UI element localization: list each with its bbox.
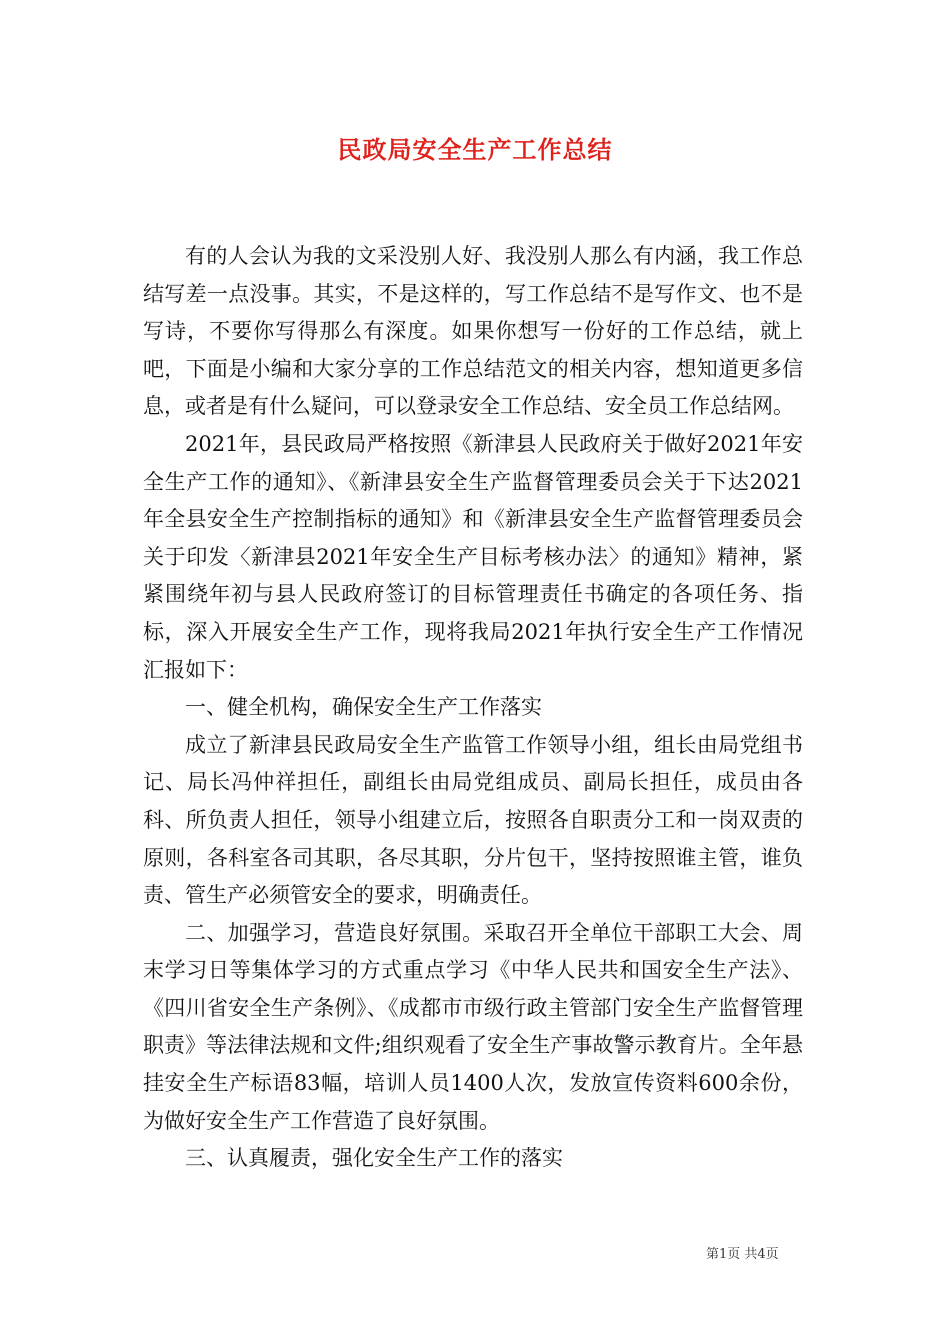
paragraph-section-2: 二、加强学习，营造良好氛围。采取召开全单位干部职工大会、周末学习日等集体学习的方式重点学习《中华人民共和国安全生产法》、《四川省安全生产条例》、《成都市市级行政主管部门安全生产监督管理职责》等法律法规和文件;组织观看了安全生产事故警示教育片。全年悬挂安全生产标语83幅，培训人员1400人次，发放宣传资料600余份，为做好安全生产工作营造了良好氛围。 [143, 920, 803, 1133]
paragraph-section-1: 成立了新津县民政局安全生产监管工作领导小组，组长由局党组书记、局长冯仲祥担任，副组长由局党组成员、副局长担任，成员由各科、所负责人担任，领导小组建立后，按照各自职责分工和一岗双责的原则，各科室各司其职，各尽其职，分片包干，坚持按照谁主管，谁负责、管生产必须管安全的要求，明确责任。 [143, 732, 803, 908]
paragraph-overview: 2021年，县民政局严格按照《新津县人民政府关于做好2021年安全生产工作的通知》、《新津县安全生产监督管理委员会关于下达2021年全县安全生产控制指标的通知》和《新津县安全生产监督管理委员会关于印发〈新津县2021年安全生产目标考核办法〉的通知》精神，紧紧围绕年初与县人民政府签订的目标管理责任书确定的各项任务、指标，深入开展安全生产工作，现将我局2021年执行安全生产工作情况汇报如下： [143, 431, 803, 682]
paragraph-intro: 有的人会认为我的文采没别人好、我没别人那么有内涵，我工作总结写差一点没事。其实，不是这样的，写工作总结不是写作文、也不是写诗，不要你写得那么有深度。如果你想写一份好的工作总结，就上吧，下面是小编和大家分享的工作总结范文的相关内容，想知道更多信息，或者是有什么疑问，可以登录安全工作总结、安全员工作总结网。 [143, 244, 803, 419]
document-title: 民政局安全生产工作总结 [337, 135, 613, 164]
page-number-footer: 第1页 共4页 [706, 1247, 779, 1262]
section-heading-3: 三、认真履责，强化安全生产工作的落实 [185, 1146, 563, 1171]
document-body [143, 238, 803, 1178]
section-heading-1: 一、健全机构，确保安全生产工作落实 [185, 695, 542, 720]
